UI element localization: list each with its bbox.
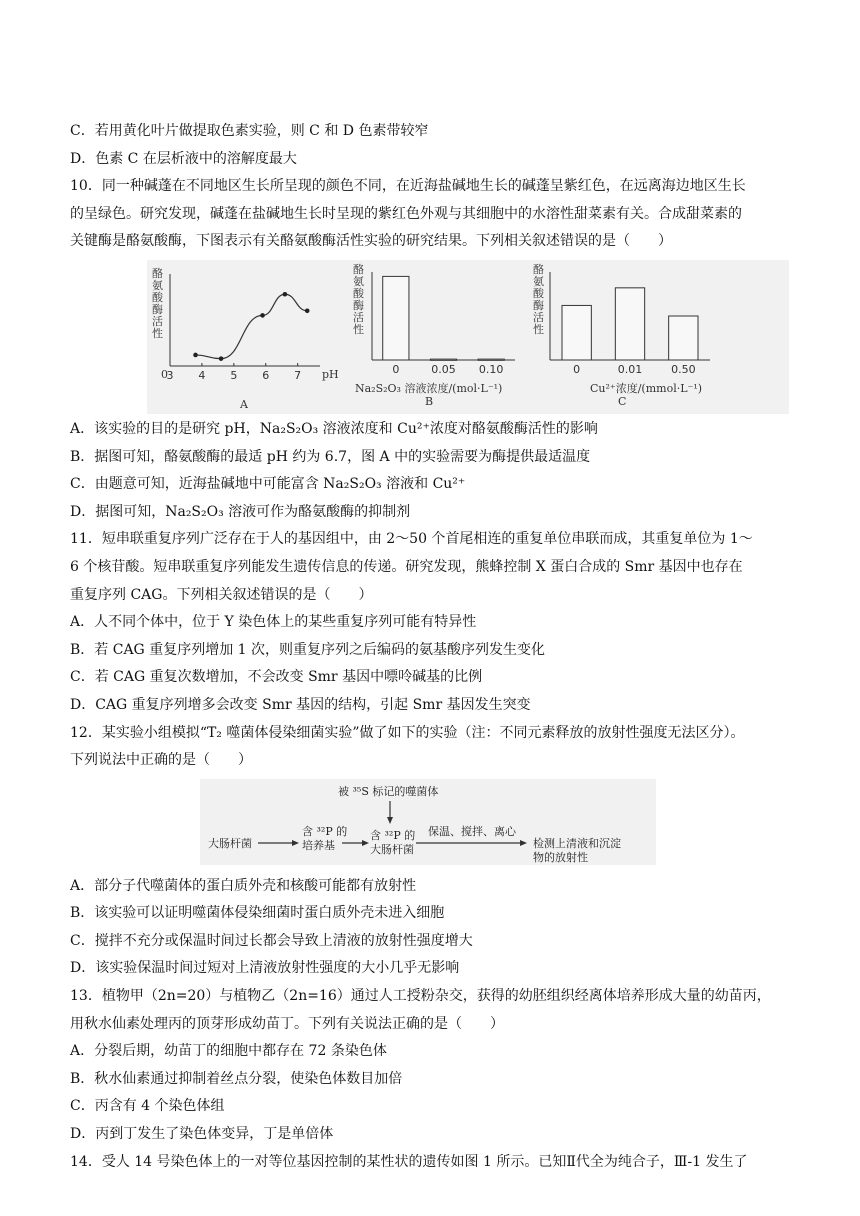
x-tick-label: 5 [230,368,238,382]
chart-panel-b [372,272,515,376]
option-line: A．部分子代噬菌体的蛋白质外壳和核酸可能都有放射性 [70,877,417,894]
panel-a-label: A [240,397,248,411]
flow-top-label: 被 ³⁵S 标记的噬菌体 [338,784,439,798]
x-tick-label: 4 [198,368,206,382]
question-11-stem: 6 个核苷酸。短串联重复序列能发生遗传信息的传递。研究发现，熊蜂控制 X 蛋白合成的 Smr 基因中也存在 [70,558,743,575]
panel-c-xlabel: Cu²⁺浓度/(mmol·L⁻¹) [590,381,703,395]
panel-b-xlabel: Na₂S₂O₃ 溶液浓度/(mol·L⁻¹) [355,381,503,395]
panel-c-category-label: 0.50 [671,362,696,376]
option-line: A．人不同个体中，位于 Y 染色体上的某些重复序列可能有特异性 [70,614,477,631]
panel-c-category-label: 0.01 [617,362,643,376]
flow-box-3-line2: 大肠杆菌 [370,842,414,856]
question-11-stem: 重复序列 CAG。下列相关叙述错误的是（ ） [70,586,373,603]
panel-a-ylabel: 酪氨酸酶活性 [152,266,163,340]
panel-a-origin: 0 [161,367,168,381]
data-point [193,353,198,358]
series-line [196,294,308,358]
data-point [219,356,224,361]
panel-c-bar [615,288,644,360]
option-line: D．据图可知，Na₂S₂O₃ 溶液可作为酪氨酸酶的抑制剂 [70,503,411,520]
option-line: B．据图可知，酪氨酸酶的最适 pH 约为 6.7，图 A 中的实验需要为酶提供最适温度 [70,448,591,465]
option-line: D．丙到丁发生了染色体变异，丁是单倍体 [70,1126,334,1143]
flow-box-3-line1: 含 ³²P 的 [370,828,416,842]
panel-c-bar [669,316,698,360]
question-10-stem: 10．同一种碱蓬在不同地区生长所呈现的颜色不同，在近海盐碱地生长的碱蓬呈紫红色，在远离海边地区生长 [70,178,746,195]
flow-box-2-line1: 含 ³²P 的 [302,824,348,838]
data-point [260,313,265,318]
question-12-stem: 下列说法中正确的是（ ） [70,752,252,769]
question-13-stem: 用秋水仙素处理丙的顶芽形成幼苗丁。下列有关说法正确的是（ ） [70,1015,504,1032]
option-line: D．CAG 重复序列增多会改变 Smr 基因的结构，引起 Smr 基因发生突变 [70,696,531,713]
flow-result-line1: 检测上清液和沉淀 [533,836,621,850]
option-line: D．色素 C 在层析液中的溶解度最大 [70,150,297,167]
question-12-stem: 12．某实验小组模拟“T₂ 噬菌体侵染细菌实验”做了如下的实验（注：不同元素释放的放射性强度无法区分）。 [70,724,745,741]
question-10-stem: 的呈绿色。研究发现，碱蓬在盐碱地生长时呈现的紫红色外观与其细胞中的水溶性甜菜素有关。合成甜菜素的 [70,205,742,222]
option-line: C．丙含有 4 个染色体组 [70,1098,225,1115]
panel-b-bar [430,359,456,360]
chart-panel-a [167,274,321,382]
option-line: D．该实验保温时间过短对上清液放射性强度的大小几乎无影响 [70,960,460,977]
option-line: C．若 CAG 重复次数增加，不会改变 Smr 基因中嘌呤碱基的比例 [70,669,483,686]
question-14-stem: 14．受人 14 号染色体上的一对等位基因控制的某性状的遗传如图 1 所示。已知Ⅱ代全为纯合子，Ⅲ-1 发生了 [70,1153,748,1170]
question-11-stem: 11．短串联重复序列广泛存在于人的基因组中，由 2～50 个首尾相连的重复单位串联而成，其重复单位为 1～ [70,531,753,548]
panel-c-label: C [618,394,627,408]
option-line: A．分裂后期，幼苗丁的细胞中都存在 72 条染色体 [70,1043,387,1060]
figure-10 [70,260,795,416]
option-line: C．若用黄化叶片做提取色素实验，则 C 和 D 色素带较窄 [70,123,429,139]
panel-c-bar [562,305,591,360]
option-line: B．该实验可以证明噬菌体侵染细菌时蛋白质外壳未进入细胞 [70,905,445,922]
question-13-stem: 13．植物甲（2n=20）与植物乙（2n=16）通过人工授粉杂交，获得的幼胚组织经离体培养形成大量的幼苗丙， [70,988,771,1005]
panel-b-category-label: 0 [392,362,400,376]
option-line: B．若 CAG 重复序列增加 1 次，则重复序列之后编码的氨基酸序列发生变化 [70,641,546,658]
panel-b-bar [383,276,409,360]
flow-box-1: 大肠杆菌 [208,836,252,850]
panel-a-xlabel: pH [322,367,339,381]
panel-c-ylabel: 酪氨酸酶活性 [533,262,544,336]
panel-b-ylabel: 酪氨酸酶活性 [353,262,364,336]
data-point [305,308,310,313]
x-tick-label: 6 [262,368,270,382]
chart-panel-c [550,272,710,376]
panel-b-label: B [425,394,434,408]
question-10-stem: 关键酶是酪氨酸酶，下图表示有关酪氨酸酶活性实验的研究结果。下列相关叙述错误的是（ ） [70,233,672,250]
data-point [283,292,288,297]
x-tick-label: 7 [294,368,302,382]
option-line: B．秋水仙素通过抑制着丝点分裂，使染色体数目加倍 [70,1070,403,1087]
panel-b-category-label: 0.05 [431,362,456,376]
option-line: C．由题意可知，近海盐碱地中可能富含 Na₂S₂O₃ 溶液和 Cu²⁺ [70,476,466,493]
panel-b-bar [478,359,504,360]
option-line: C．搅拌不充分或保温时间过长都会导致上清液的放射性强度增大 [70,932,473,949]
panel-c-category-label: 0 [573,362,581,376]
figure-12-flowchart [70,779,795,869]
flow-step-label: 保温、搅拌、离心 [428,824,516,838]
flow-box-2-line2: 培养基 [302,838,335,852]
flow-result-line2: 物的放射性 [533,850,588,864]
question-page [70,118,795,1176]
panel-b-category-label: 0.10 [478,362,504,376]
x-tick-label: 3 [166,368,174,382]
option-line: A．该实验的目的是研究 pH，Na₂S₂O₃ 溶液浓度和 Cu²⁺浓度对酪氨酸酶活性的影响 [70,420,598,437]
